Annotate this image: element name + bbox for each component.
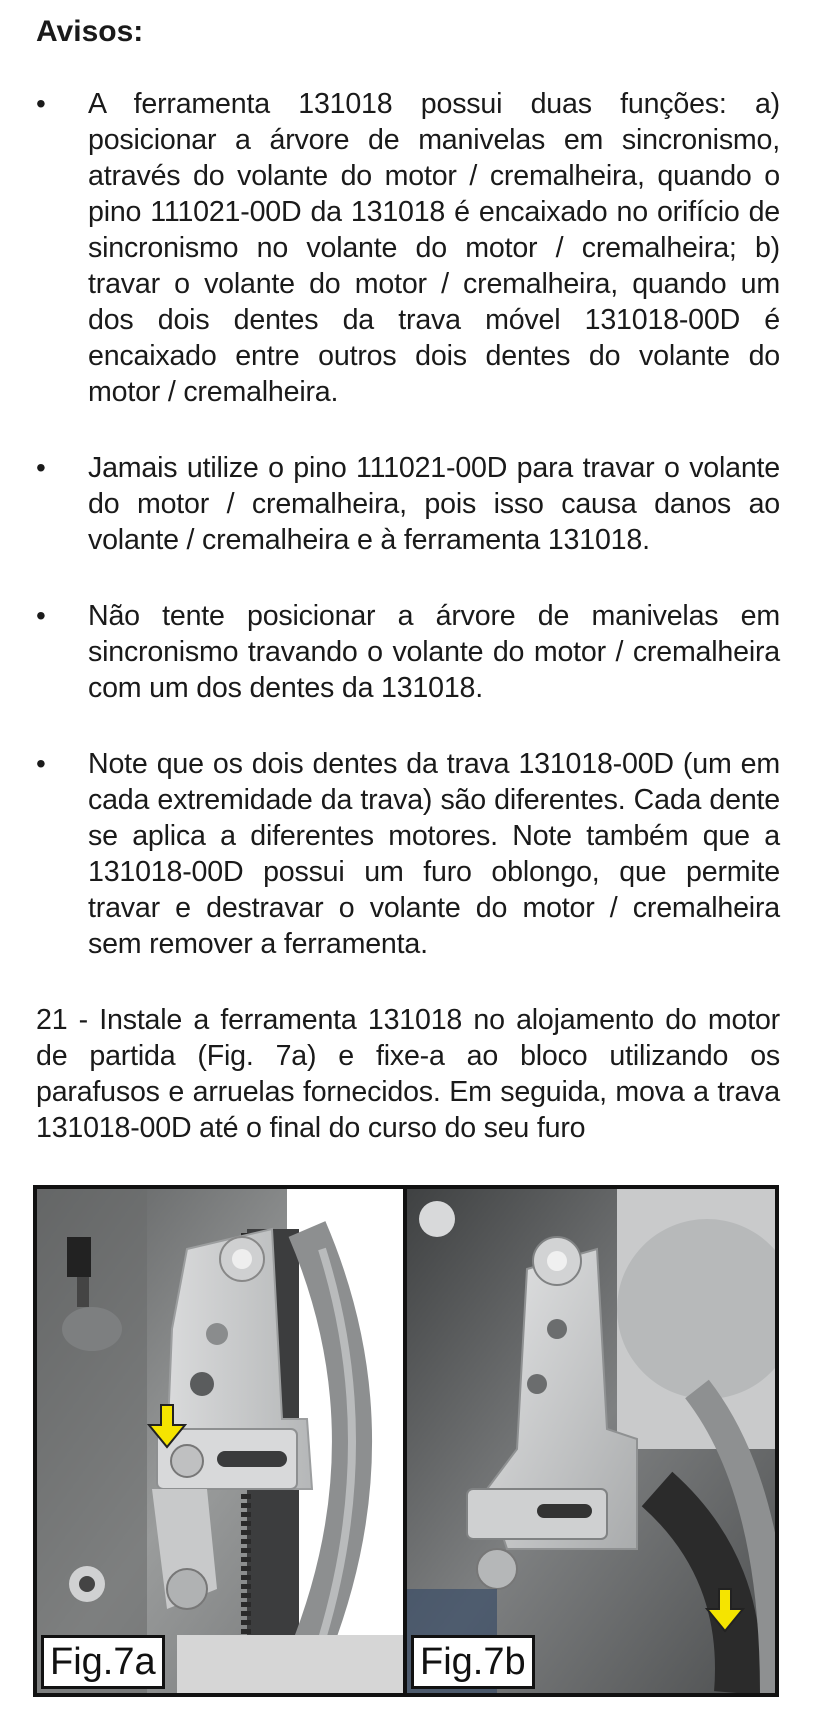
warnings-list xyxy=(36,86,780,962)
warning-text-4: Note que os dois dentes da trava 131018-00D (um em cada extremidade da trava) são diferentes. Cada dente se aplica a diferentes motores. Note também que a 131018-00D possui um furo oblongo, que permite travar e destravar o volante do motor / cremalheira sem remover a ferramenta. xyxy=(88,748,780,960)
figure-7b-label: Fig.7b xyxy=(411,1635,535,1689)
figure-7a-label: Fig.7a xyxy=(41,1635,165,1689)
bullet-dot: • xyxy=(36,452,46,483)
caption-gray-box xyxy=(177,1635,403,1693)
warnings-heading: Avisos: xyxy=(36,15,144,48)
engine-photo-7b xyxy=(407,1189,775,1693)
warning-text-3: Não tente posicionar a árvore de manivelas em sincronismo travando o volante do motor / cremalheira com um dos dentes da 131018. xyxy=(88,600,780,704)
figure-7b-photo xyxy=(407,1189,775,1693)
bullet-dot: • xyxy=(36,748,46,779)
bullet-dot: • xyxy=(36,600,46,631)
step-21-text: 21 - Instale a ferramenta 131018 no alojamento do motor de partida (Fig. 7a) e fixe-a ao bloco utilizando os parafusos e arruelas fornecidos. Em seguida, mova a trava 131018-00D até o final do curso do seu furo xyxy=(36,1004,780,1144)
warning-item-2 xyxy=(36,450,780,558)
engine-photo-7a xyxy=(37,1189,403,1693)
warning-item-1 xyxy=(36,86,780,410)
warning-item-3 xyxy=(36,598,780,706)
document-page xyxy=(36,12,780,1146)
warning-text-2: Jamais utilize o pino 111021-00D para travar o volante do motor / cremalheira, pois isso causa danos ao volante / cremalheira e à ferramenta 131018. xyxy=(88,452,780,556)
warning-text-1: A ferramenta 131018 possui duas funções: a) posicionar a árvore de manivelas em sincronismo, através do volante do motor / cremalheira, quando o pino 111021-00D da 131018 é encaixado no orifício de sincronismo no volante do motor / cremalheira; b) travar o volante do motor / cremalheira, quando um dos dois dentes da trava móvel 131018-00D é encaixado entre outros dois dentes do volante do motor / cremalheira. xyxy=(88,88,780,408)
warning-item-4 xyxy=(36,746,780,962)
figure-7a-photo xyxy=(37,1189,403,1693)
bullet-dot: • xyxy=(36,88,46,119)
figure-7 xyxy=(33,1185,779,1697)
